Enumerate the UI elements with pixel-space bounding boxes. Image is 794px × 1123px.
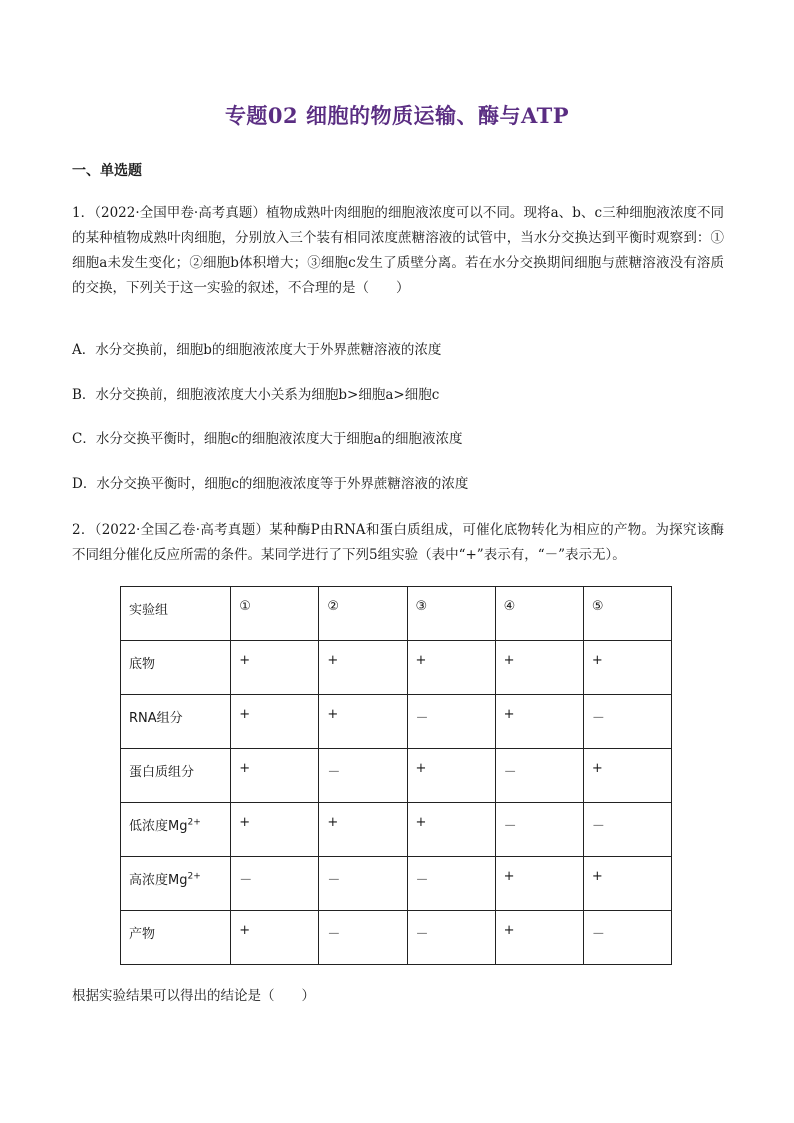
- question-1-option-c[interactable]: C．水分交换平衡时，细胞c的细胞液浓度大于细胞a的细胞液浓度: [72, 431, 463, 447]
- question-2-conclusion-prompt: 根据实验结果可以得出的结论是（ ）: [72, 988, 315, 1004]
- table-cell: －: [319, 857, 407, 911]
- table-header-group: ③: [407, 587, 495, 641]
- table-cell: －: [407, 857, 495, 911]
- table-cell: －: [407, 911, 495, 965]
- table-row-label: [121, 857, 231, 911]
- table-cell: －: [583, 695, 671, 749]
- table-row-label: [121, 911, 231, 965]
- table-row-label: [121, 803, 231, 857]
- page-title: 专题02 细胞的物质运输、酶与ATP: [224, 103, 570, 128]
- table-cell: +: [319, 641, 407, 695]
- table-row: [121, 857, 672, 911]
- table-header-group: ②: [319, 587, 407, 641]
- table-cell: +: [495, 857, 583, 911]
- table-cell: －: [231, 857, 319, 911]
- table-cell: －: [319, 749, 407, 803]
- table-cell: +: [231, 695, 319, 749]
- row-label-superscript: 2+: [187, 871, 201, 882]
- table-cell: +: [407, 641, 495, 695]
- table-row-label: [121, 641, 231, 695]
- table-cell: +: [495, 641, 583, 695]
- table-header-group: ①: [231, 587, 319, 641]
- question-1-option-d[interactable]: D．水分交换平衡时，细胞c的细胞液浓度等于外界蔗糖溶液的浓度: [72, 476, 469, 492]
- table-header-group: ⑤: [583, 587, 671, 641]
- table-cell: +: [407, 749, 495, 803]
- table-header-group: ④: [495, 587, 583, 641]
- table-header-label: 实验组: [121, 587, 231, 641]
- table-cell: +: [231, 641, 319, 695]
- table-cell: －: [495, 803, 583, 857]
- table-cell: －: [583, 803, 671, 857]
- table-row: [121, 911, 672, 965]
- row-label-text: 蛋白质组分: [129, 765, 195, 780]
- table-cell: +: [495, 911, 583, 965]
- table-cell: +: [583, 857, 671, 911]
- row-label-text: 底物: [129, 657, 156, 672]
- row-label-text: 低浓度Mg: [129, 819, 188, 834]
- question-1-option-b[interactable]: B．水分交换前，细胞液浓度大小关系为细胞b>细胞a>细胞c: [72, 387, 440, 403]
- table-cell: +: [495, 695, 583, 749]
- table-cell: +: [583, 641, 671, 695]
- row-label-text: RNA组分: [129, 711, 183, 726]
- table-row-label: [121, 749, 231, 803]
- row-label-superscript: 2+: [187, 817, 201, 828]
- table-cell: －: [407, 695, 495, 749]
- row-label-text: 产物: [129, 927, 156, 942]
- table-row-label: [121, 695, 231, 749]
- table-cell: +: [583, 749, 671, 803]
- row-label-text: 高浓度Mg: [129, 873, 188, 888]
- table-row: [121, 749, 672, 803]
- question-1-option-a[interactable]: A．水分交换前，细胞b的细胞液浓度大于外界蔗糖溶液的浓度: [72, 342, 442, 358]
- table-row: [121, 641, 672, 695]
- question-2-stem: 2．（2022·全国乙卷·高考真题）某种酶P由RNA和蛋白质组成，可催化底物转化为相应的产物。为探究该酶不同组分催化反应所需的条件。某同学进行了下列5组实验（表中“+”表示有，“－”表示无）。: [72, 522, 724, 563]
- experiment-table: [120, 586, 672, 965]
- table-cell: +: [319, 695, 407, 749]
- table-row: [121, 803, 672, 857]
- table-cell: －: [495, 749, 583, 803]
- table-cell: －: [583, 911, 671, 965]
- table-cell: +: [319, 803, 407, 857]
- table-cell: +: [231, 749, 319, 803]
- table-cell: +: [231, 911, 319, 965]
- table-cell: +: [231, 803, 319, 857]
- section-heading: 一、单选题: [72, 163, 142, 179]
- table-row: [121, 695, 672, 749]
- table-cell: －: [319, 911, 407, 965]
- question-1-stem: 1．（2022·全国甲卷·高考真题）植物成熟叶肉细胞的细胞液浓度可以不同。现将a、b、c三种细胞液浓度不同的某种植物成熟叶肉细胞，分别放入三个装有相同浓度蔗糖溶液的试管中，当水分交换达到平衡时观察到：①细胞a未发生变化；②细胞b体积增大；③细胞c发生了质壁分离。若在水分交换期间细胞与蔗糖溶液没有溶质的交换，下列关于这一实验的叙述，不合理的是（ ）: [72, 205, 724, 296]
- table-cell: +: [407, 803, 495, 857]
- table-header-row: [121, 587, 672, 641]
